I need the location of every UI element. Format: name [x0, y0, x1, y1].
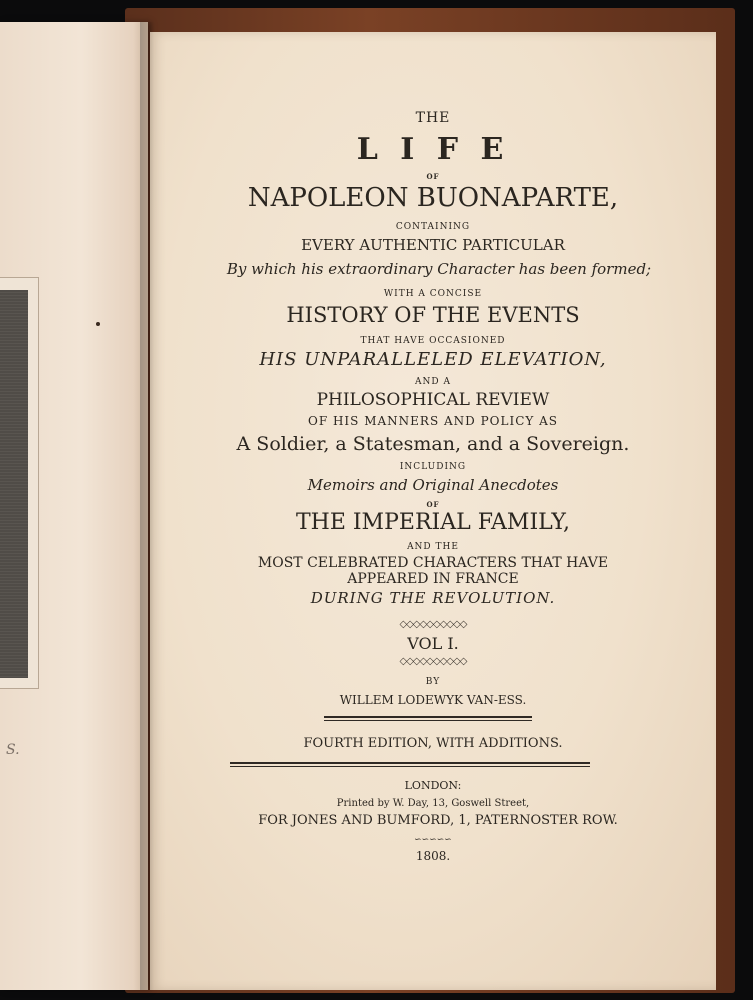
- text-containing: CONTAINING: [395, 222, 471, 232]
- text-including: INCLUDING: [399, 462, 467, 472]
- text-edition: FOURTH EDITION, WITH ADDITIONS.: [303, 736, 563, 751]
- rule-edition: [230, 762, 590, 764]
- rule-edition-thin: [230, 766, 590, 767]
- rule-author-thin: [324, 720, 532, 721]
- text-that-have: THAT HAVE OCCASIONED: [360, 336, 506, 346]
- engraving-image: [0, 290, 28, 678]
- title-life: L I F E: [356, 132, 510, 167]
- text-imperial-family: THE IMPERIAL FAMILY,: [295, 510, 571, 535]
- text-celebrated: MOST CELEBRATED CHARACTERS THAT HAVE: [257, 555, 609, 571]
- text-every-particular: EVERY AUTHENTIC PARTICULAR: [301, 236, 565, 254]
- text-by: BY: [425, 677, 441, 687]
- text-manners: OF HIS MANNERS AND POLICY AS: [307, 414, 559, 428]
- text-year: 1808.: [415, 849, 451, 863]
- frontispiece-page: [0, 22, 148, 990]
- text-appeared: APPEARED IN FRANCE: [347, 571, 519, 587]
- title-of: OF: [426, 172, 440, 181]
- ornament-bottom: ◇◇◇◇◇◇◇◇◇◇: [399, 656, 467, 667]
- ornament-swash: ∽∽∽∽∽: [414, 835, 452, 845]
- text-of: OF: [426, 500, 440, 509]
- text-elevation: HIS UNPARALLELED ELEVATION,: [259, 349, 607, 370]
- text-volume: VOL I.: [407, 634, 459, 653]
- text-and-a: AND A: [415, 377, 451, 387]
- text-author: WILLEM LODEWYK VAN-ESS.: [339, 693, 527, 707]
- text-by-which: By which his extraordinary Character has been formed;: [226, 260, 652, 278]
- text-with-concise: WITH A CONCISE: [383, 289, 483, 299]
- ornament-top: ◇◇◇◇◇◇◇◇◇◇: [399, 619, 467, 630]
- text-publisher: FOR JONES AND BUMFORD, 1, PATERNOSTER ROW.: [258, 813, 618, 828]
- plate-signature: S.: [6, 742, 20, 758]
- text-philosophical-review: PHILOSOPHICAL REVIEW: [316, 390, 550, 410]
- text-soldier: A Soldier, a Statesman, and a Sovereign.: [236, 433, 630, 455]
- text-london: LONDON:: [404, 779, 462, 792]
- rule-author: [324, 716, 532, 718]
- text-history: HISTORY OF THE EVENTS: [286, 303, 580, 327]
- text-and-the: AND THE: [407, 542, 459, 552]
- text-printer: Printed by W. Day, 13, Goswell Street,: [336, 798, 530, 809]
- ink-spot: [96, 322, 100, 326]
- frontispiece-plate: [0, 277, 39, 689]
- text-memoirs: Memoirs and Original Anecdotes: [307, 476, 559, 494]
- text-revolution: DURING THE REVOLUTION.: [310, 589, 556, 607]
- title-the: THE: [415, 110, 451, 126]
- title-subject: NAPOLEON BUONAPARTE,: [247, 183, 619, 213]
